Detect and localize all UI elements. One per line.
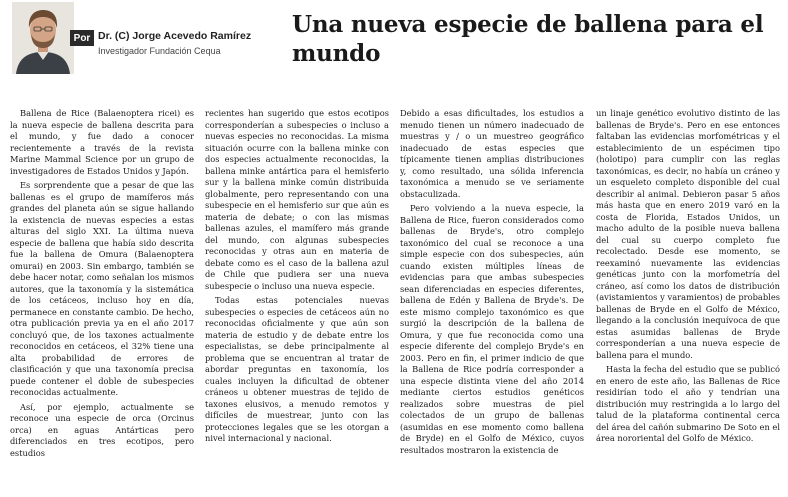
paragraph: Todas estas potenciales nuevas subespecies o especies de cetáceos aún no reconocidas oficialmente y que aún son materia de estudio y de debate entre los especialistas, se debe principalmente al problema que se encuentran al tratar de abordar preguntas en taxonomía, los cuales incluyen la dificultad de obtener cráneos u obtener muestras de tejido de taxones elusivos, a menudo remotos y difíciles de muestrear, junto con las protecciones legales que se les otorgan a nivel internacional y nacional. — [205, 295, 389, 443]
paragraph: Pero volviendo a la nueva especie, la Ballena de Rice, fueron considerados como ballenas de Bryde's, otro complejo taxonómico del cual se reconoce a una simple especie con dos subespecies, aún cuando existen múltiples líneas de evidencias para que ambas subespecies sean diferenciadas en especies diferentes, ballena de Edén y Ballena de Bryde's. De este mismo complejo taxonómico es que surgió la descripción de la ballena de Omura, y que fue reconocida como una especie diferente del complejo Bryde's en 2003. Pero en fin, el primer indicio de que la Ballena de Rice podría corresponder a una especie distinta viene del año 2014 mediante ciertos estudios genéticos realizados sobre muestras de piel colectados de un grupo de ballenas (asumidas en ese momento como ballena de Bryde) en el Golfo de México, cuyos resultados mostraron la existencia de — [400, 203, 584, 455]
article-column-1 — [10, 108, 194, 493]
paragraph: Es sorprendente que a pesar de que las ballenas es el grupo de mamíferos más grandes del planeta aún se sigue hallando la existencia de nuevas especies a estas alturas del siglo XXI. La última nueva especie de ballena que había sido descrita fue la ballena de Omura (Balaenoptera omurai) en 2003. Sin embargo, también se debe hacer notar, como señalan los mismos autores, que la taxonomía y la sistemática de los cetáceos, incluso hoy en día, permanece en constante cambio. De hecho, otra publicación previa ya en el año 2017 concluyó que, de los taxones actualmente reconocidos en cetáceos, el 32% tiene una alta probabilidad de errores de clasificación y que una taxonomía precisa puede contener el doble de subespecies reconocidas actualmente. — [10, 180, 194, 397]
author-name: Dr. (C) Jorge Acevedo Ramírez — [98, 30, 252, 42]
author-portrait — [12, 2, 74, 74]
article-column-3 — [400, 108, 584, 493]
paragraph: recientes han sugerido que estos ecotipos corresponderían a subespecies o incluso a nuevas especies no reconocidas. La misma situación ocurre con la ballena minke con dos especies actualmente reconocidas, la ballena minke antártica para el hemisferio sur y la ballena minke común distribuida globalmente, pero representando con una subespecie en el hemisferio sur que aún es materia de debate; o con las mismas ballenas azules, el mamífero más grande del mundo, con algunas subespecies reconocidas y otras aun en materia de debate como es el caso de la ballena azul de Chile que pudiera ser una nueva subespecie o incluso una nueva especie. — [205, 108, 389, 291]
author-role: Investigador Fundación Cequa — [98, 46, 221, 56]
paragraph: Debido a esas dificultades, los estudios a menudo tienen un número inadecuado de muestras y / o un muestreo geográfico inadecuado de estas especies que típicamente tienen amplias distribuciones y, como resultado, una sólida inferencia taxonómica a menudo se ve seriamente obstaculizada. — [400, 108, 584, 199]
paragraph: Ballena de Rice (Balaenoptera ricei) es la nueva especie de ballena descrita para el mundo, y fue dado a conocer recientemente a través de la revista Marine Mammal Science por un grupo de investigadores de Estados Unidos y Japón. — [10, 108, 194, 176]
article-column-2 — [205, 108, 389, 493]
paragraph: Así, por ejemplo, actualmente se reconoce una especie de orca (Orcinus orca) en aguas Antárticas pero diferenciados en tres ecotipos, pero estudios — [10, 401, 194, 458]
byline-tag: Por — [70, 30, 94, 46]
article-headline: Una nueva especie de ballena para el mundo — [292, 11, 764, 67]
article-column-4 — [596, 108, 780, 493]
author-photo-icon — [12, 2, 74, 74]
paragraph: Hasta la fecha del estudio que se publicó en enero de este año, las Ballenas de Rice residirían todo el año y tendrían una distribución muy restringida a lo largo del talud de la plataforma continental cerca del área del cañón submarino De Soto en el área nororiental del Golfo de México. — [596, 364, 780, 443]
paragraph: un linaje genético evolutivo distinto de las ballenas de Bryde's. Pero en ese entonces faltaban las evidencias morfométricas y el establecimiento de un espécimen tipo (holotipo) para cumplir con las reglas taxonómicas, es decir, no había un cráneo y un esqueleto completo disponible del cual describir al animal. Debieron pasar 5 años más hasta que en enero 2019 varó en la costa de Florida, Estados Unidos, un macho adulto de la posible nueva ballena del cual su cuerpo completo fue recolectado. Desde ese momento, se reexaminó nuevamente las evidencias genéticas junto con la morfometría del cráneo, así como los datos de distribución (avistamientos y varamientos) de probables ballenas de Bryde en el Golfo de México, llegando a la conclusión inequívoca de que estas asumidas ballenas de Bryde corresponderían a una nueva especie de ballena para el mundo. — [596, 108, 780, 360]
